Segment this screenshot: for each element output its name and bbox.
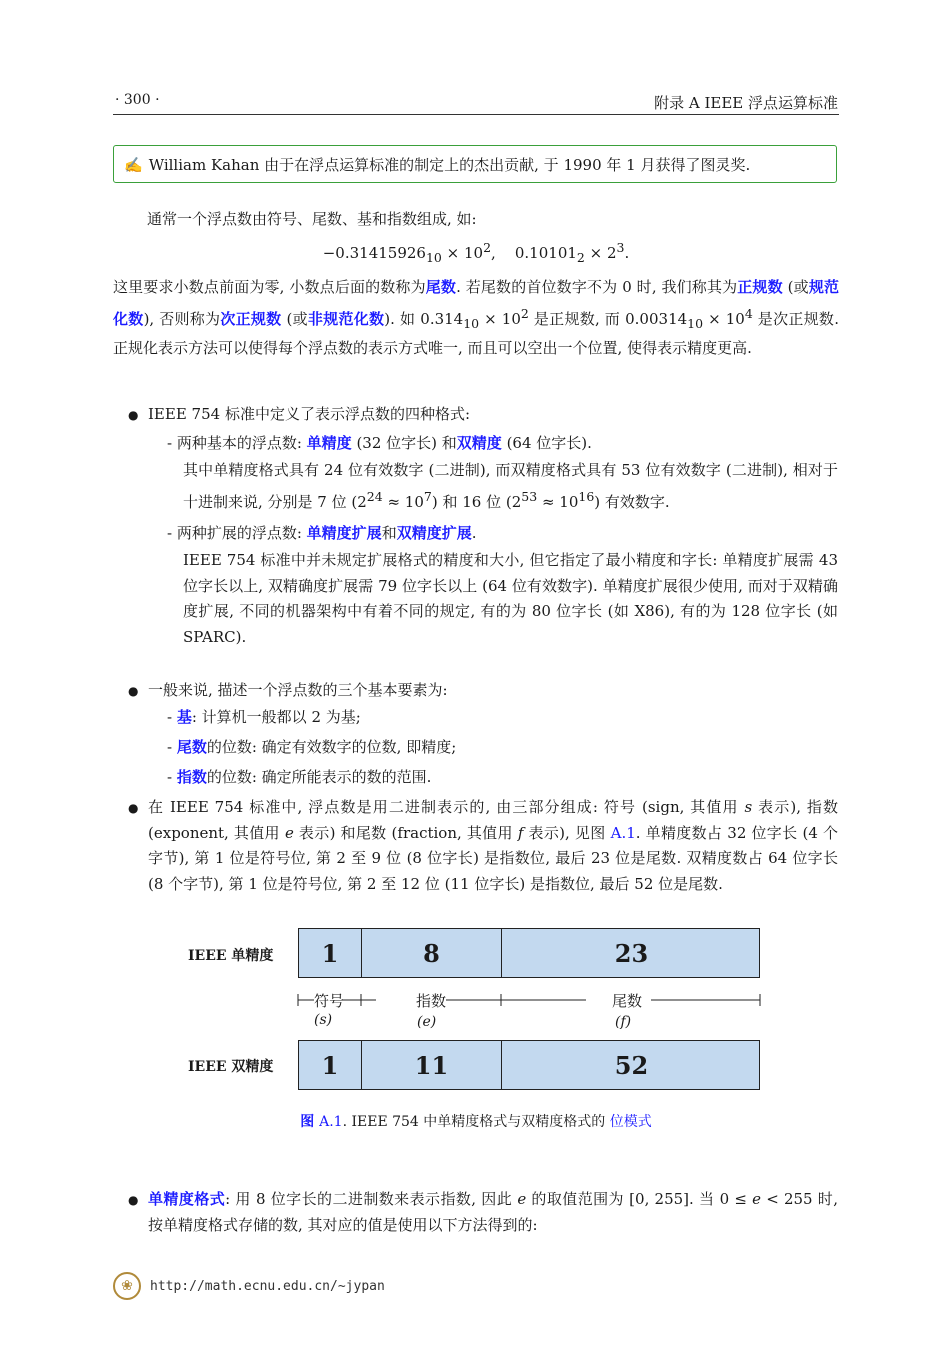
list-item-exponent: - 指数的位数: 确定所能表示的数的范围.	[167, 768, 432, 786]
sub-item-basic-detail: 其中单精度格式具有 24 位有效数字 (二进制), 而双精度格式具有 53 位有效数字 (二进制), 相对于十进制来说, 分别是 7 位 $(2^{24} \approx 10^7)$ 和 16 位 $(2^{53} \approx 10^{16})$ 有效数字.	[183, 461, 838, 511]
page-number: · 300 ·	[115, 92, 160, 108]
single-precision-row	[298, 928, 760, 978]
sub-item-basic: - 两种基本的浮点数: 单精度 (32 位字长) 和双精度 (64 位字长).	[167, 434, 592, 452]
double-precision-label: IEEE 双精度	[188, 1059, 274, 1075]
bit-pattern-link[interactable]: 位模式	[609, 1114, 652, 1130]
bullet-3-text: 在 IEEE 754 标准中, 浮点数是用二进制表示的, 由三部分组成: 符号 (sign, 其值用 s 表示), 指数 (exponent, 其值用 e 表示) 和尾数 (fraction, 其值用 f 表示), 见图 A.1. 单精度数占 32 位字长 (4 个字节), 第 1 位是符号位, 第 2 至 9 位 (8 位字长) 是指数位, 最后 23 位是尾数. 双精度数占 64 位字长 (8 个字节), 第 1 位是符号位, 第 2 至 12 位 (11 位字长) 是指数位, 最后 52 位是尾数.	[148, 798, 838, 893]
double-exponent-cell: 11	[362, 1041, 502, 1089]
intro-text: 通常一个浮点数由符号、尾数、基和指数组成, 如:	[147, 210, 477, 228]
fraction-symbol: (f)	[615, 1014, 632, 1030]
single-precision-label: IEEE 单精度	[188, 948, 274, 964]
single-fraction-cell: 23	[614, 938, 649, 968]
single-exponent-cell: 8	[362, 929, 502, 977]
double-precision-row	[298, 1040, 760, 1090]
single-sign-cell: 1	[299, 929, 362, 977]
bullet-2-head: 一般来说, 描述一个浮点数的三个基本要素为:	[148, 681, 448, 699]
term-mantissa: 尾数	[425, 278, 457, 296]
exponent-label: 指数	[416, 992, 447, 1010]
bullet-icon: ●	[128, 408, 139, 422]
bullet-icon: ●	[128, 801, 139, 815]
header-rule	[113, 114, 839, 115]
term-normalized: 规范化数	[113, 278, 839, 328]
sign-label: 符号	[314, 992, 345, 1010]
list-item-base: - 基: 计算机一般都以 2 为基;	[167, 708, 361, 726]
figure-ref-link[interactable]: A.1	[610, 823, 636, 842]
exponent-symbol: (e)	[417, 1014, 437, 1030]
sub-item-extended: - 两种扩展的浮点数: 单精度扩展和双精度扩展.	[167, 524, 477, 542]
footer-url[interactable]: http://math.ecnu.edu.cn/~jypan	[150, 1279, 385, 1294]
sign-symbol: (s)	[314, 1012, 333, 1028]
pencil-icon: ✍	[124, 156, 143, 174]
equation-1: $-0.31415926_{10} \times 10^2$, $0.10101_2 \times 2^3$.	[322, 240, 630, 265]
university-logo-icon: ❀	[113, 1272, 141, 1300]
note-box	[113, 145, 837, 183]
sub-item-extended-detail: IEEE 754 标准中并未规定扩展格式的精度和大小, 但它指定了最小精度和字长: 单精度扩展需 43 位字长以上, 双精确度扩展需 79 位字长以上 (64 位有效数字). 单精度扩展很少使用, 而对于双精确度扩展, 不同的机器架构中有着不同的规定, 有的为 80 位字长 (如 X86), 有的为 128 位字长 (如 SPARC).	[183, 551, 838, 646]
double-fraction-cell: 52	[614, 1050, 649, 1080]
running-title: 附录 A IEEE 浮点运算标准	[654, 94, 838, 112]
bullet-icon: ●	[128, 1193, 139, 1207]
term-denormalized: 非规范化数	[307, 309, 385, 328]
list-item-mantissa: - 尾数的位数: 确定有效数字的位数, 即精度;	[167, 738, 457, 756]
term-normal: 正规数	[737, 278, 783, 296]
figure-caption: 图 A.1. IEEE 754 中单精度格式与双精度格式的 位模式	[300, 1114, 652, 1130]
double-sign-cell: 1	[299, 1041, 362, 1089]
bullet-1-head: IEEE 754 标准中定义了表示浮点数的四种格式:	[148, 405, 470, 423]
paragraph-1: 这里要求小数点前面为零, 小数点后面的数称为尾数. 若尾数的首位数字不为 0 时, 我们称其为正规数 (或规范化数), 否则称为次正规数 (或非规范化数). 如 $0.314_{10} \times 10^2$ 是正规数, 而 $0.00314_{10} \times 10^4$ 是次正规数. 正规化表示方法可以使得每个浮点数的表示方式唯一, 而且可以空出一个位置, 使得表示精度更高.	[113, 278, 839, 357]
bullet-icon: ●	[128, 684, 139, 698]
field-span-arrows	[296, 990, 766, 1010]
fraction-label: 尾数	[612, 992, 643, 1010]
bullet-4-text: 单精度格式: 用 8 位字长的二进制数来表示指数, 因此 e 的取值范围为 [0, 255]. 当 0 ≤ e < 255 时, 按单精度格式存储的数, 其对应的值是使用以下方法得到的:	[148, 1190, 838, 1234]
note-text: William Kahan 由于在浮点运算标准的制定上的杰出贡献, 于 1990 年 1 月获得了图灵奖.	[148, 156, 751, 174]
term-subnormal: 次正规数	[220, 309, 282, 328]
